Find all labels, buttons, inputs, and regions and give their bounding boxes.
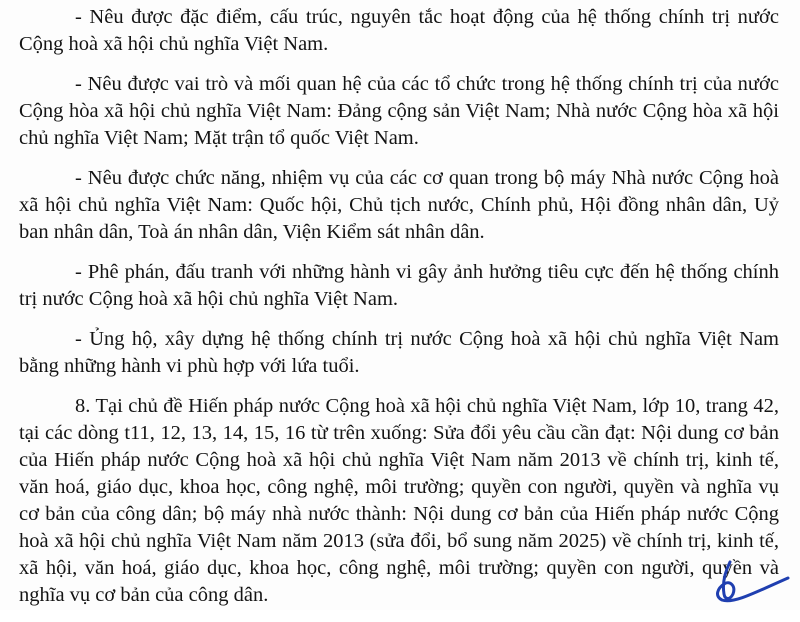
document-body: [19, 4, 779, 622]
handwritten-signature: [700, 556, 790, 606]
paragraph-support-political-system: - Ủng hộ, xây dựng hệ thống chính trị nước Cộng hoà xã hội chủ nghĩa Việt Nam bằng những hành vi phù hợp với lứa tuổi.: [19, 328, 779, 377]
paragraph-criticize-negative-behavior: - Phê phán, đấu tranh với những hành vi gây ảnh hưởng tiêu cực đến hệ thống chính trị nước Cộng hoà xã hội chủ nghĩa Việt Nam.: [19, 261, 779, 310]
paragraph-political-system-features: - Nêu được đặc điểm, cấu trúc, nguyên tắc hoạt động của hệ thống chính trị nước Cộng hoà xã hội chủ nghĩa Việt Nam.: [19, 6, 779, 55]
paragraph-constitution-amendment: 8. Tại chủ đề Hiến pháp nước Cộng hoà xã hội chủ nghĩa Việt Nam, lớp 10, trang 42, tại các dòng t11, 12, 13, 14, 15, 16 từ trên xuống: Sửa đổi yêu cầu cần đạt: Nội dung cơ bản của Hiến pháp nước Cộng hoà xã hội chủ nghĩa Việt Nam năm 2013 về chính trị, kinh tế, văn hoá, giáo dục, khoa học, công nghệ, môi trường; quyền con người, quyền và nghĩa vụ cơ bản của công dân; bộ máy nhà nước thành: Nội dung cơ bản của Hiến pháp nước Cộng hoà xã hội chủ nghĩa Việt Nam năm 2013 (sửa đổi, bổ sung năm 2025) về chính trị, kinh tế, xã hội, văn hoá, giáo dục, khoa học, công nghệ, môi trường; quyền con người, quyền và nghĩa vụ cơ bản của công dân.: [19, 395, 779, 606]
paragraph-state-agencies-functions: - Nêu được chức năng, nhiệm vụ của các cơ quan trong bộ máy Nhà nước Cộng hoà xã hội chủ nghĩa Việt Nam: Quốc hội, Chủ tịch nước, Chính phủ, Hội đồng nhân dân, Uỷ ban nhân dân, Toà án nhân dân, Viện Kiểm sát nhân dân.: [19, 167, 779, 243]
paragraph-organizations-role: - Nêu được vai trò và mối quan hệ của các tổ chức trong hệ thống chính trị của nước Cộng hòa xã hội chủ nghĩa Việt Nam: Đảng cộng sản Việt Nam; Nhà nước Cộng hòa xã hội chủ nghĩa Việt Nam; Mặt trận tổ quốc Việt Nam.: [19, 73, 779, 149]
